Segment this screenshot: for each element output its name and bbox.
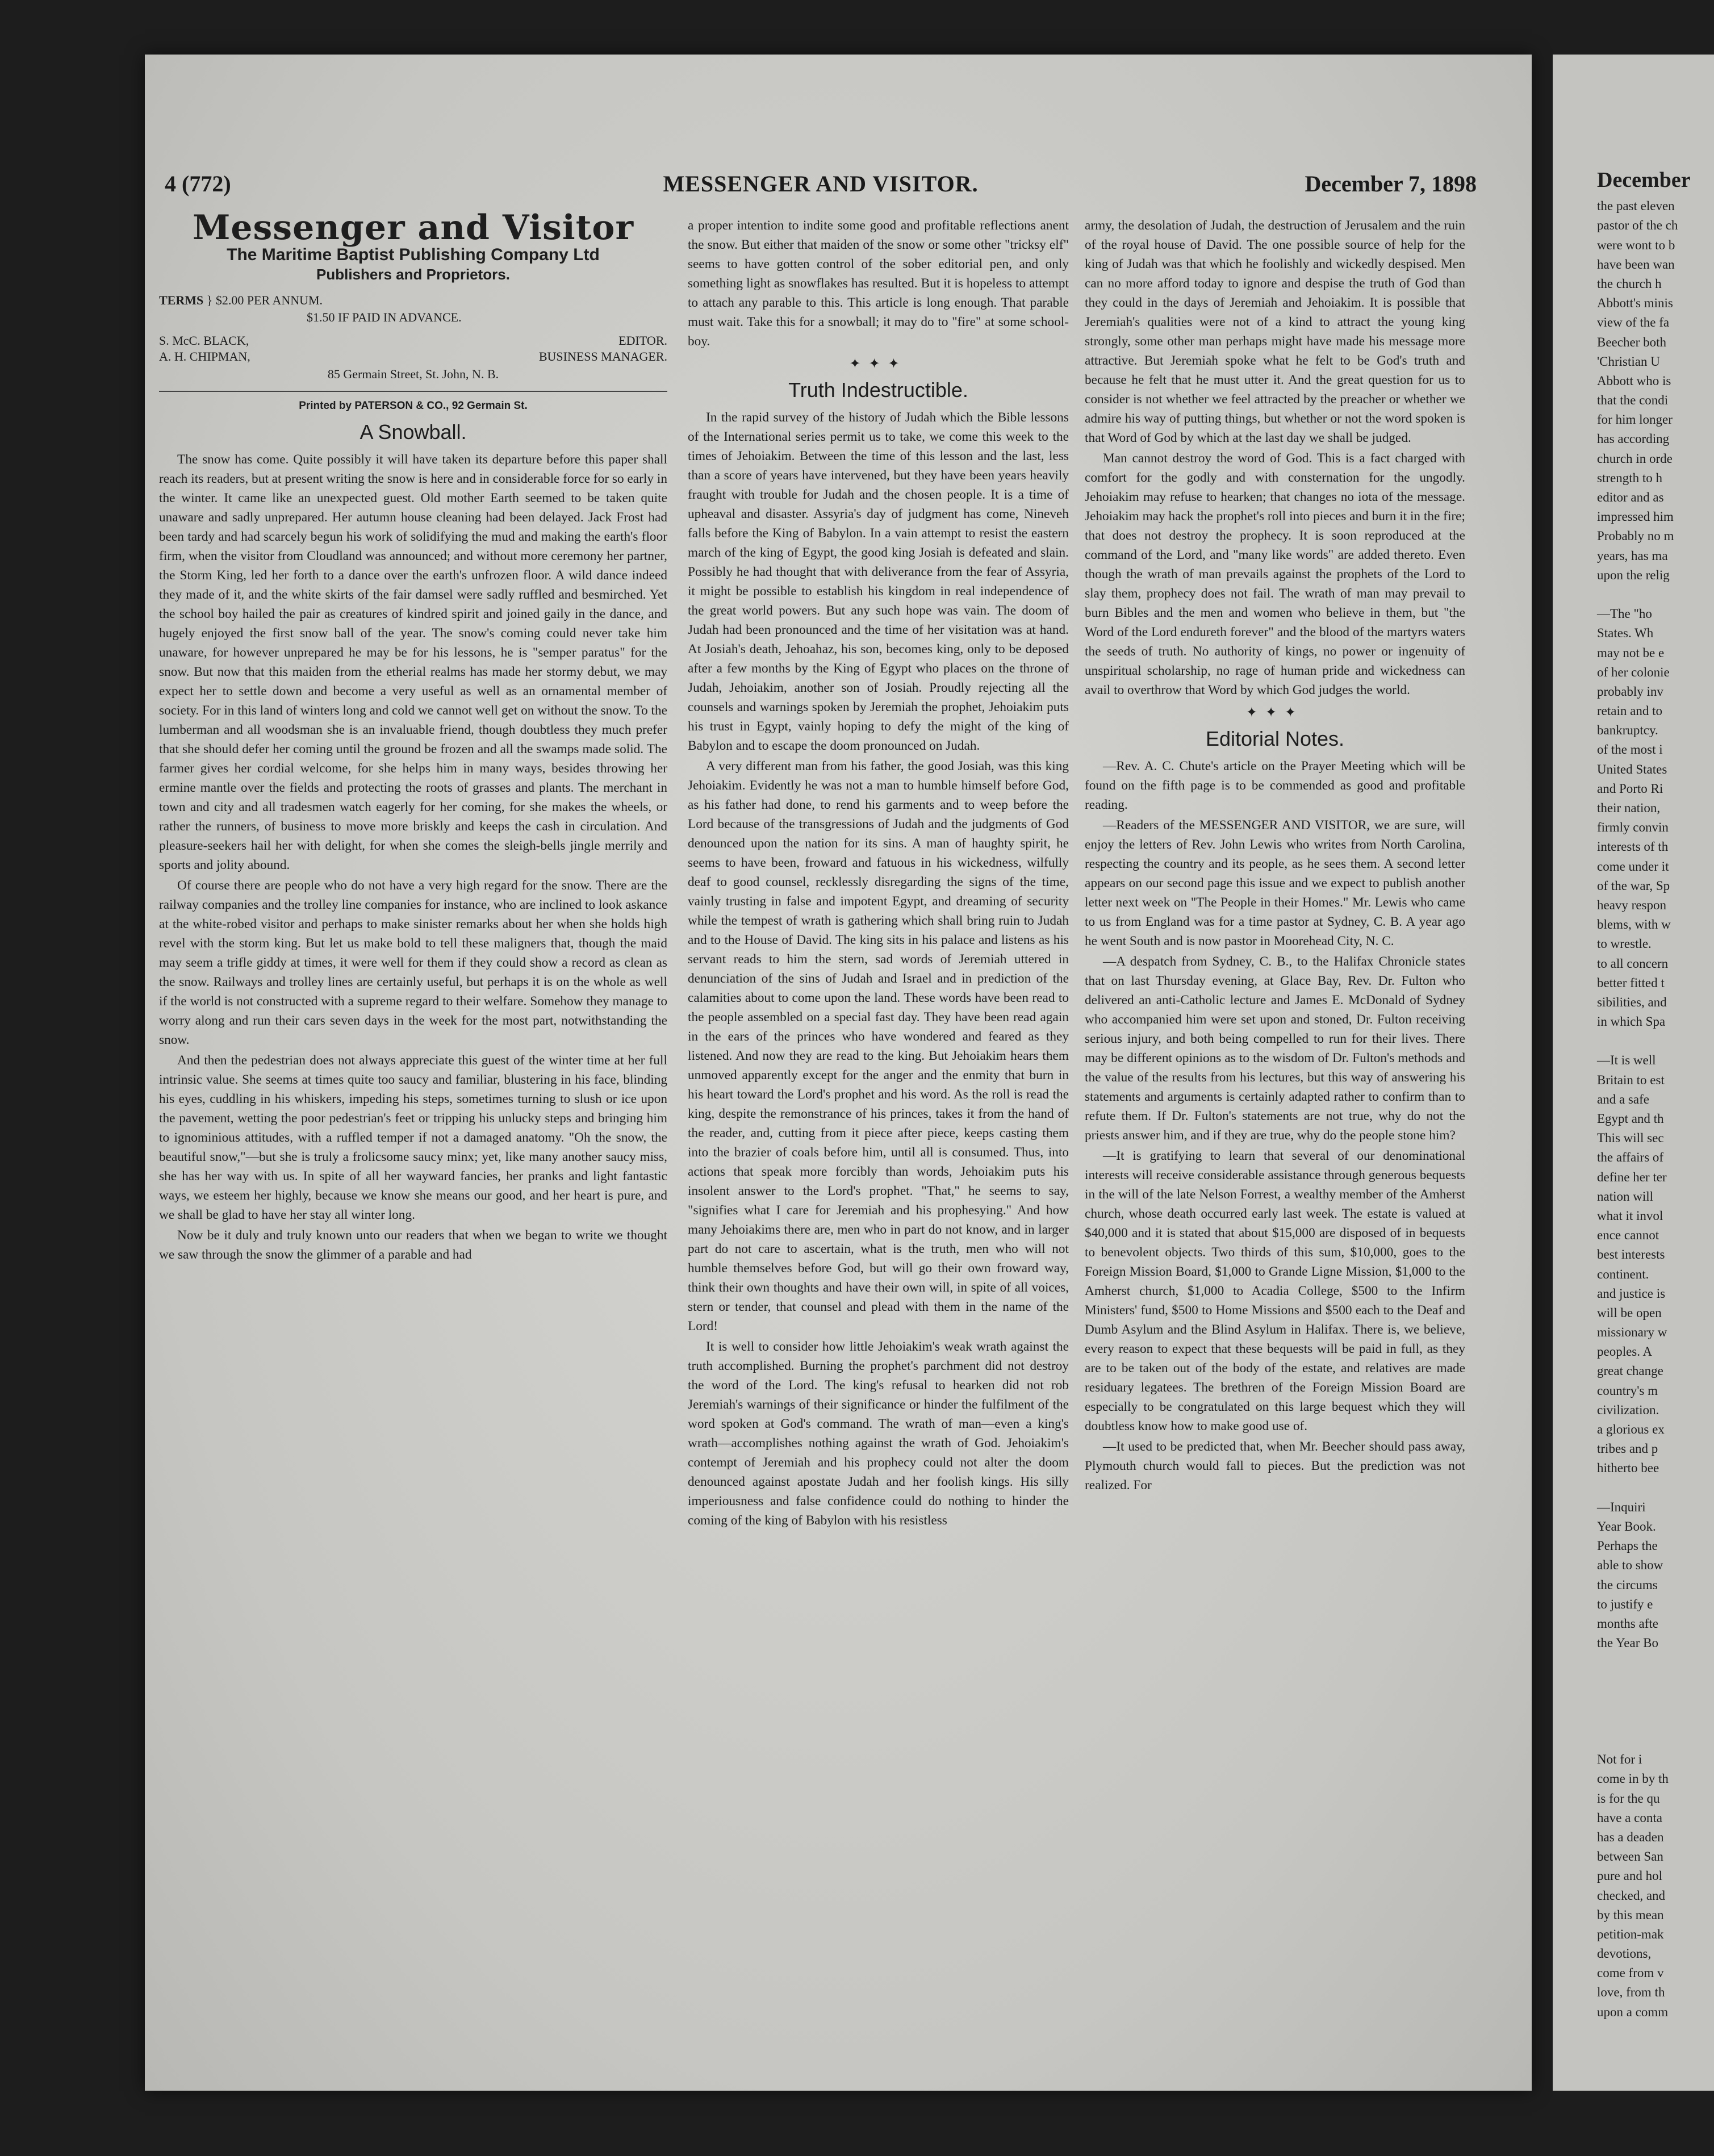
adjacent-line: Not for i [1597,1752,1642,1767]
manager-name: A. H. CHIPMAN, [159,349,250,363]
terms-advance: $1.50 IF PAID IN ADVANCE. [307,310,462,324]
adjacent-line: civilization. [1597,1402,1659,1417]
adjacent-line: This will sec [1597,1131,1664,1146]
adjacent-line: will be open [1597,1305,1662,1320]
adjacent-line: may not be e [1597,645,1665,660]
adjacent-line: and a safe [1597,1092,1649,1106]
adjacent-line: pastor of the ch [1597,218,1678,233]
adjacent-line: view of the fa [1597,315,1670,330]
adjacent-line: best interests [1597,1247,1665,1262]
column-3 [1085,216,1465,1496]
publisher-subtitle: Publishers and Proprietors. [316,266,510,283]
adjacent-line [1597,1031,1714,1051]
adjacent-line: define her ter [1597,1169,1667,1184]
paragraph: And then the pedestrian does not always appreciate this guest of the winter time at her full intrinsic value. She seems at times quite too saucy and familiar, blustering in his face, blinding his eyes, cuddling in his whiskers, impeding his steps, sometimes turning to slush or ice upon the pavement, wetting the poor pedestrian's feet or tripping his unlucky steps and bringing him to ignominious attitudes, with a ruffled temper if not a damaged anatomy. "Oh the snow, the beautiful snow,"—but she is truly a frolicsome saucy minx; yet, like many another saucy miss, she has her way with us. In spite of all her wayward fancies, her pranks and light fantastic ways, we esteem her highly, because we know she means our good, and her heart is pure, and we shall be glad to have her stay all winter long. [159,1053,667,1222]
adjacent-line: has a deaden [1597,1829,1664,1844]
adjacent-line: in which Spa [1597,1014,1666,1029]
adjacent-line: impressed him [1597,509,1674,524]
terms-label: TERMS [159,293,204,307]
adjacent-line: peoples. A [1597,1344,1653,1359]
section-ornament: ✦✦✦ [1245,705,1305,720]
adjacent-line: Perhaps the [1597,1539,1658,1553]
subscription-terms: TERMS } $2.00 PER ANNUM. $1.50 IF PAID IN ADVANCE. [159,292,667,326]
adjacent-line: petition-mak [1597,1927,1664,1941]
adjacent-line: of her colonie [1597,665,1670,679]
adjacent-line: United States [1597,762,1667,776]
adjacent-line: their nation, [1597,801,1661,815]
paragraph: It is well to consider how little Jehoiakim's weak wrath against the truth accomplished. Burning the prophet's parchment did not destroy the word of the Lord. The king's refusal to hearken did not rob Jeremiah's warnings of their significance or hinder the fulfilment of the word spoken at God's command. The wrath of man—even a king's wrath—accomplishes nothing against the wrath of God. Jehoiakim's contempt of Jeremiah and his prophecy could not alter the doom denounced against apostate Judah and her foolish kings. His silly imperiousness and false confidence could do nothing to hinder the coming of the king of Babylon with his resistless [688,1339,1069,1528]
adjacent-line: between San [1597,1849,1663,1864]
adjacent-line: come from v [1597,1966,1664,1980]
adjacent-line: bankruptcy. [1597,723,1658,738]
paragraph: In the rapid survey of the history of Judah which the Bible lessons of the International series permit us to take, we come this week to the times of Jehoiakim. Between the time of this lesson and the last, less than a score of years have intervened, but they have been years heavily fraught with trouble for Judah and the chosen people. It is a time of upheaval and disaster. Assyria's day of judgment has come, Nineveh falls before the King of Babylon. In a vain attempt to resist the eastern march of the king of Egypt, the good king Josiah is defeated and slain. Possibly he had thought that with deliverance from the fear of Assyria, it might be possible to establish his kingdom in real independence of the great world powers. But any such hope was vain. The doom of Judah had been pronounced and the time of her visitation was at hand. At Josiah's death, Jehoahaz, his son, becomes king, only to be deposed after a few months by the King of Egypt who places on the throne of Judah, Jehoiakim, another son of Josiah. Proudly rejecting all the counsels and warnings spoken by Jeremiah the prophet, Jehoiakim puts his trust in Egypt, vainly hoping to defy the might of the king of Babylon and to escape the doom pronounced on Judah. [688,410,1069,753]
adjacent-line: love, from th [1597,1985,1665,2000]
adjacent-line: to justify e [1597,1597,1653,1611]
adjacent-line: the affairs of [1597,1150,1664,1165]
adjacent-line: what it invol [1597,1208,1663,1223]
adjacent-line: the church h [1597,276,1662,291]
adjacent-line: of the most i [1597,742,1663,757]
adjacent-line: sibilities, and [1597,995,1667,1009]
adjacent-line: and Porto Ri [1597,781,1663,796]
adjacent-line: upon the relig [1597,567,1670,582]
adjacent-line: missionary w [1597,1325,1667,1340]
adjacent-line: the circums [1597,1577,1658,1592]
adjacent-line: years, has ma [1597,548,1668,563]
adjacent-page-text [1597,168,1714,2019]
adjacent-line: Egypt and th [1597,1112,1664,1126]
adjacent-line [1597,1692,1714,1711]
page-number: 4 (772) [165,171,231,197]
adjacent-line: the Year Bo [1597,1636,1658,1651]
editorial-note: —Rev. A. C. Chute's article on the Prayer Meeting which will be found on the fifth page is to be commended as good and profitable reading. [1085,759,1465,812]
article-title-truth: Truth Indestructible. [788,378,968,402]
adjacent-line: is for the qu [1597,1791,1660,1806]
divider [159,391,667,392]
adjacent-line: Probably no m [1597,529,1674,544]
adjacent-line: probably inv [1597,684,1663,699]
paragraph: Of course there are people who do not have a very high regard for the snow. There are the railway companies and the trolley line companies for instance, who are inclined to look askance at the white-robed visitor and perhaps to make sinister remarks about her when she holds high revel with the storm king. But let us make bold to tell these maligners that, though the maid may seem a trifle giddy at times, it were well for them if they could show a record as clean as the snow. Railways and trolley lines are certainly useful, but perhaps it is on the whole as well if the world is not constructed with a supreme regard to their welfare. Somehow they manage to worry along and run their cars seven days in the week for the most part, notwithstanding the snow. [159,878,667,1047]
adjacent-line: Year Book. [1597,1519,1656,1534]
adjacent-line: were wont to b [1597,237,1675,252]
adjacent-line [1597,1672,1714,1691]
editorial-note: —It used to be predicted that, when Mr. Beecher should pass away, Plymouth church would fall to pieces. But the prediction was not realized. For [1085,1439,1465,1493]
adjacent-page-header: December [1597,168,1691,192]
adjacent-line: strength to h [1597,470,1662,485]
section-ornament: ✦✦✦ [849,357,908,371]
paragraph: Now be it duly and truly known unto our readers that when we began to write we thought we saw through the snow the glimmer of a parable and had [159,1228,667,1262]
adjacent-line: come under it [1597,859,1669,874]
adjacent-line: Beecher both [1597,335,1666,349]
adjacent-line: and justice is [1597,1286,1666,1301]
adjacent-line: great change [1597,1364,1663,1378]
adjacent-line: have a conta [1597,1810,1662,1825]
adjacent-line: able to show [1597,1558,1663,1573]
manager-role: BUSINESS MANAGER. [538,349,667,363]
newspaper-title: MESSENGER AND VISITOR. [663,171,979,197]
column-1 [159,208,667,1265]
adjacent-line: 'Christian U [1597,354,1660,369]
adjacent-line: come in by th [1597,1771,1669,1786]
adjacent-line: upon a comm [1597,2004,1669,2019]
adjacent-line: —It is well [1597,1053,1656,1068]
adjacent-line: have been wan [1597,257,1675,271]
terms-annual: $2.00 PER ANNUM. [215,293,323,307]
adjacent-line [1597,1731,1714,1750]
adjacent-line: firmly convin [1597,820,1669,835]
adjacent-line: interests of th [1597,839,1669,854]
adjacent-line: for him longer [1597,412,1673,427]
office-address: 85 Germain Street, St. John, N. B. [327,367,499,381]
adjacent-line: that the condi [1597,393,1669,408]
adjacent-line: tribes and p [1597,1441,1658,1456]
page-header [165,170,1477,204]
adjacent-line: devotions, [1597,1946,1652,1961]
adjacent-line: to wrestle. [1597,937,1652,951]
adjacent-line: of the war, Sp [1597,878,1670,893]
adjacent-line: ence cannot [1597,1228,1659,1243]
adjacent-line: continent. [1597,1267,1649,1281]
adjacent-line: months afte [1597,1616,1658,1631]
paragraph: a proper intention to indite some good and profitable reflections anent the snow. But either that maiden of the snow or some other "tricksy elf" seems to have gotten control of the sober editorial pen, and only something light as snowflakes has resulted. But it is hopeless to attempt to attach any parable to this. This article is long enough. That parable must wait. Take this for a snowball; it may do to "fire" at some school-boy. [688,218,1069,349]
adjacent-line: Abbott's minis [1597,296,1673,311]
adjacent-line: better fitted t [1597,975,1665,990]
paragraph: The snow has come. Quite possibly it will have taken its departure before this paper shall reach its readers, but at present writing the snow is here and in considerable force for so early in the winter. It came like an unexpected guest. Old mother Earth seemed to be taken quite unaware and sadly unprepared. Her autumn house cleaning had been delayed. Jack Frost had been tardy and had scarcely begun his work of solidifying the mud and making the earth's floor firm, when the visitor from Cloudland was announced; and without more ceremony her partner, the Storm King, led her forth to a dance over the earth's unfrozen floor. A wild dance indeed they made of it, and the white skirts of the fair damsel were sadly ruffled and besmirched. Yet the school boy hailed the pair as creatures of kindred spirit and joined gaily in the dance, and hugely enjoyed the first snow ball of the year. The snow's coming could never take him unaware, for however unprepared he may be for his lessons, he is "semper paratus" for the snow. But now that this maiden from the etherial realms has made her stormy debut, we may expect her to settle down and become a very useful as well as an ornamental member of society. For in this land of winters long and cold we cannot well get on without the snow. To the lumberman and all woodsman she is an invaluable friend, though doubtless they much prefer that she should defer her coming until the ground be frozen and all the swamps made solid. The farmer gives her cordial welcome, for she helps him in many ways, besides throwing her ermine mantle over the fields and protecting the roots of grasses and plants. The merchant in town and city and all tradesmen watch eagerly for her coming, for she makes the wheels, or rather the runners, of business to move more briskly and keeps the cash in circulation. And pleasure-seekers hail her with delight, for when she comes the sleigh-bells jingle merrily and sports and jolity abound. [159,452,667,872]
adjacent-line: hitherto bee [1597,1461,1659,1476]
adjacent-line [1597,585,1714,604]
adjacent-line: a glorious ex [1597,1422,1665,1436]
adjacent-line: church in orde [1597,451,1673,466]
printer-line: Printed by PATERSON & CO., 92 Germain St. [299,400,528,412]
adjacent-line: blems, with w [1597,917,1671,932]
article-title-notes: Editorial Notes. [1205,727,1345,750]
publisher-name: The Maritime Baptist Publishing Company Ltd [227,245,600,264]
editorial-note: —Readers of the MESSENGER AND VISITOR, we are sure, will enjoy the letters of Rev. John Lewis who writes from North Carolina, respecting the country and its people, as he sees them. A second letter appears on our second page this issue and we expect to publish another letter next week on "The People in their Homes." Mr. Lewis who came to us from England was for a time pastor at Sydney, C. B. A year ago he went South and is now pastor in Moorehead City, N. C. [1085,818,1465,949]
adjacent-line: country's m [1597,1383,1658,1398]
adjacent-line [1597,1478,1714,1498]
paragraph: Man cannot destroy the word of God. This is a fact charged with comfort for the godly and with consternation for the ungodly. Jehoiakim may refuse to hearken; that changes no iota of the message. Jehoiakim may hack the prophet's roll into pieces and burn it in the fire; that does not destroy the prophecy. It is soon reproduced at the command of the Lord, and "many like words" are added thereto. Even though the wrath of man prevails against the prophets of the Lord to slay them, prophecy does not fail. The wrath of man may prevail to burn Bibles and the men and women who believe in them, but "the Word of the Lord endureth forever" and the blood of the martyrs waters the seeds of truth. No authority of kings, no power or ingenuity of unspiritual scholarship, no rage of human pride and wickedness can avail to overthrow that Word by which God judges the world. [1085,451,1465,697]
column-2 [688,216,1069,1531]
editor-role: EDITOR. [618,333,667,348]
adjacent-line: pure and hol [1597,1869,1662,1883]
adjacent-line: checked, and [1597,1888,1666,1903]
article-title-snowball: A Snowball. [359,420,467,444]
adjacent-line: has according [1597,432,1670,446]
adjacent-line: —The "ho [1597,607,1652,621]
editorial-note: —A despatch from Sydney, C. B., to the Halifax Chronicle states that on last Thursday evening, at Glace Bay, Rev. Dr. Fulton who delivered an anti-Catholic lecture and James E. McDonald of Sydney who accompanied him were set upon and stoned, Dr. Fulton receiving serious injury, and both being compelled to run for their lives. There may be different opinions as to the wisdom of Dr. Fulton's methods and the value of the results from his lectures, but this way of answering his statements and arguments is certainly adapted rather to confirm than to refute them. If Dr. Fulton's statements are not true, why do not the priests answer him, and if they are true, why do the people stone him? [1085,954,1465,1143]
paragraph: A very different man from his father, the good Josiah, was this king Jehoiakim. Evidently he was not a man to humble himself before God, as his father had done, to rend his garments and to weep before the Lord because of the transgressions of Judah and the judgments of God denounced upon the nation for its sins. A man of haughty spirit, he seems to have been, froward and fatuous in his wickedness, wilfully deaf to good counsel, recklessly disregarding the signs of the time, vainly trusting in false and impotent Egypt, and dreaming of security while the tempest of wrath is gathering which shall bring ruin to Judah and to the House of David. The king sits in his palace and listens as his servant reads to him the stern, sad words of Jeremiah uttered in denunciation of the sins of Judah and Israel and in prediction of the calamities about to come upon the land. These words have been read to the people assembled on a special fast day. They have been read again in the ears of the princes who have wondered and feared as they listened. And now they are read to the king. But Jehoiakim hears them unmoved apparently except for the anger and the enmity that burn in his heart toward the Lord's prophet and his word. As the roll is read the king, despite the remonstrance of his princes, takes it from the hand of the reader, and, cutting from it piece after piece, keeps casting them into the brazier of coals before him, until all is consumed. Thus, into actions that speak more forcibly than words, Jehoiakim puts his insolent answer to the Lord's prophet. "That," he seems to say, "signifies what I care for Jeremiah and his prophesying." And how many Jehoiakims there are, men who in part do not know, and in larger part do not care to ascertain, what is the truth, men who will not humble themselves before God, but will go their own froward way, think their own thoughts and have their own will, in spite of all voices, stern or tender, that counsel and plead with them in the name of the Lord! [688,759,1069,1334]
staff-list [159,333,667,365]
adjacent-line: —Inquiri [1597,1499,1646,1514]
editorial-note: —It is gratifying to learn that several of our denominational interests will receive considerable assistance through generous bequests in the will of the late Nelson Forrest, a wealthy member of the Amherst church, whose death occurred early last week. The estate is valued at $40,000 and it is stated that about $15,000 are disposed of in bequests to benevolent objects. Two thirds of this sum, $10,000, goes to the Foreign Mission Board, $1,000 to Grande Ligne Mission, $1,000 to the Amherst church, $1,000 to Acadia College, $500 to the Infirm Ministers' fund, $500 to Home Missions and $500 each to the Deaf and Dumb Asylum and the Blind Asylum in Halifax. There is, we believe, every reason to expect that these bequests will be paid in full, as they are to be taken out of the body of the estate, and relatives are made residuary legatees. The brethren of the Foreign Mission Board are especially to be congratulated on this large bequest which they will doubtless know how to make good use of. [1085,1148,1465,1434]
masthead-title: Messenger and Visitor [192,208,634,248]
adjacent-line: editor and as [1597,490,1664,504]
issue-date: December 7, 1898 [1305,171,1477,197]
adjacent-line [1597,1653,1714,1672]
adjacent-line: Abbott who is [1597,373,1671,388]
adjacent-line: by this mean [1597,1907,1664,1922]
adjacent-line: nation will [1597,1189,1654,1204]
adjacent-line: States. Wh [1597,626,1654,641]
adjacent-line: Britain to est [1597,1072,1665,1087]
editor-name: S. McC. BLACK, [159,333,249,348]
paragraph: army, the desolation of Judah, the destruction of Jerusalem and the ruin of the royal house of David. The one possible source of help for the king of Judah was that which he foolishly and wickedly despised. Men can no more afford today to ignore and despise the truth of God than they could in the days of Jeremiah and Jehoiakim. It is possible that Jeremiah's qualities were not of a kind to attract the young king strongly, some other man perhaps might have made his message more attractive. But Jeremiah spoke what he felt to be God's truth and because he felt that he must utter it. And the great question for us to consider is not whether we feel attracted by the preacher or whether we admire his way of putting things, but whether or not the word spoken is that Word of God by which at the last day we shall be judged. [1085,218,1465,445]
adjacent-line: the past eleven [1597,199,1675,214]
adjacent-line: to all concern [1597,956,1669,971]
adjacent-line: heavy respon [1597,897,1666,912]
adjacent-line: retain and to [1597,704,1662,718]
adjacent-line [1597,1711,1714,1731]
